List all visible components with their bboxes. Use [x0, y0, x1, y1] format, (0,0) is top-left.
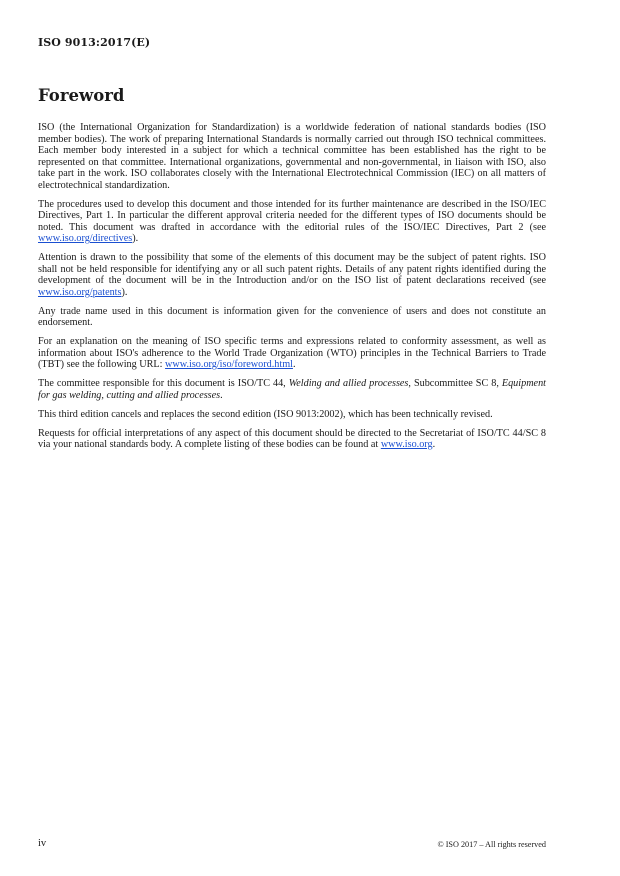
paragraph-edition: This third edition cancels and replaces the second edition (ISO 9013:2002), which has been technically revised. [38, 408, 493, 420]
copyright-notice: © ISO 2017 – All rights reserved [437, 840, 546, 849]
document-id-header: ISO 9013:2017(E) [38, 36, 151, 49]
paragraph-procedures: The procedures used to develop this document and those intended for its further maintenance are described in the ISO/IEC Directives, Part 1. In particular the different approval criteria needed for the different types of ISO documents should be noted. This document was drafted in accordance with the editorial rules of the ISO/IEC Directives, Part 2 (see www.iso.org/directives). [38, 198, 546, 244]
page-number: iv [38, 838, 47, 849]
paragraph-requests: Requests for official interpretations of any aspect of this document should be directed to the Secretariat of ISO/TC 44/SC 8 via your national standards body. A complete listing of these bodies can be found at www.iso.org. [38, 427, 546, 450]
iso-org-link[interactable]: www.iso.org [380, 439, 433, 450]
committee-name: Welding and allied processes [288, 378, 409, 389]
paragraph-iso-overview: ISO (the International Organization for Standardization) is a worldwide federation of national standards bodies (ISO member bodies). The work of preparing International Standards is normally carried out through ISO technical committees. Each member body interested in a subject for which a technical committee has been established has the right to be represented on that committee. International organizations, governmental and non-governmental, in liaison with ISO, also take part in the work. ISO collaborates closely with the International Electrotechnical Commission (IEC) on all matters of electrotechnical standardization. [38, 122, 546, 191]
foreword-body [38, 122, 546, 458]
paragraph-committee: The committee responsible for this document is ISO/TC 44, Welding and allied processes, Subcommittee SC 8, Equipment for gas welding, cutting and allied processes. [38, 378, 546, 401]
paragraph-patents: Attention is drawn to the possibility that some of the elements of this document may be the subject of patent rights. ISO shall not be held responsible for identifying any or all such patent rights. Details of any patent rights identified during the development of the document will be in the Introduction and/or on the ISO list of patent declarations received (see www.iso.org/patents). [38, 252, 546, 298]
paragraph-trade-name: Any trade name used in this document is information given for the convenience of users and does not constitute an endorsement. [38, 305, 546, 328]
page-title: Foreword [38, 86, 125, 105]
patents-link[interactable]: www.iso.org/patents [38, 286, 122, 298]
directives-link[interactable]: www.iso.org/directives [38, 233, 133, 244]
paragraph-conformity: For an explanation on the meaning of ISO specific terms and expressions related to conformity assessment, as well as information about ISO's adherence to the World Trade Organization (WTO) principles in the Technical Barriers to Trade (TBT) see the following URL: www.iso.org/iso/foreword.html. [38, 336, 546, 370]
foreword-url-link[interactable]: www.iso.org/iso/foreword.html [165, 359, 293, 370]
subcommittee-name: Equipment for gas welding, cutting and allied processes [38, 378, 546, 401]
